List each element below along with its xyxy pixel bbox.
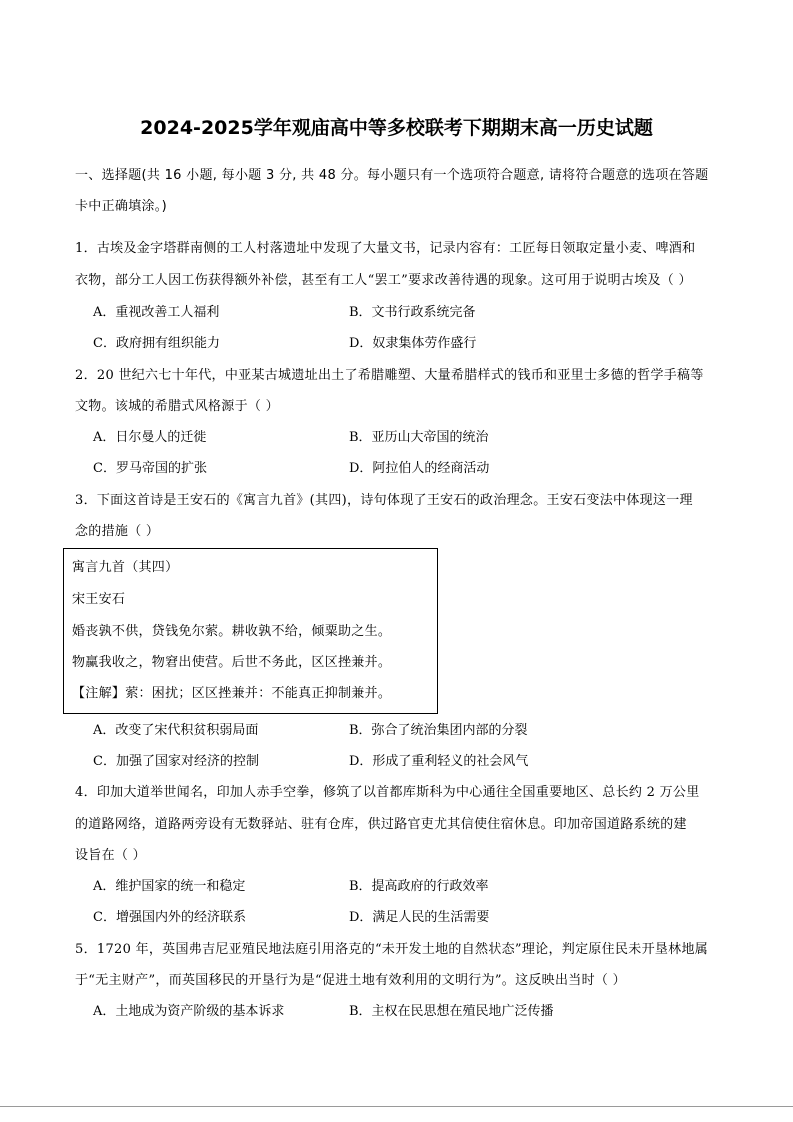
question-3-stem-line-2: 念的措施（ ）	[75, 524, 160, 539]
question-5-option-b: B．主权在民思想在殖民地广泛传播	[349, 1004, 554, 1019]
question-5-option-a: A．土地成为资产阶级的基本诉求	[93, 1004, 285, 1019]
question-1-option-d: D．奴隶集体劳作盛行	[349, 336, 477, 351]
poem-line-2: 物赢我收之，物窘出使营。后世不务此，区区挫兼并。	[72, 655, 392, 670]
question-1-stem-line-2: 衣物，部分工人因工伤获得额外补偿，甚至有工人“罢工”要求改善待遇的现象。这可用于说明古埃及（ ）	[75, 273, 692, 288]
question-3-option-c: C．加强了国家对经济的控制	[93, 754, 259, 769]
question-4-option-d: D．满足人民的生活需要	[349, 910, 490, 925]
poem-line-1: 婚丧孰不供，贷钱免尔萦。耕收孰不给，倾粟助之生。	[72, 624, 392, 639]
poem-title: 寓言九首（其四）	[72, 560, 179, 575]
poem-annotation: 【注解】萦：困扰；区区挫兼并：不能真正抑制兼并。	[72, 686, 392, 701]
question-5-stem-line-1: 5．1720 年，英国弗吉尼亚殖民地法庭引用洛克的“未开发土地的自然状态”理论，判定原住民未开垦林地属	[75, 942, 709, 957]
question-4-stem-line-1: 4．印加大道举世闻名，印加人赤手空拳，修筑了以首都库斯科为中心通往全国重要地区、总长约 2 万公里	[75, 785, 700, 800]
exam-title: 2024-2025学年观庙高中等多校联考下期期末高一历史试题	[140, 117, 653, 139]
question-2-stem-line-1: 2．20 世纪六七十年代，中亚某古城遗址出土了希腊雕塑、大量希腊样式的钱币和亚里士多德的哲学手稿等	[75, 368, 704, 383]
question-4-option-a: A．维护国家的统一和稳定	[93, 879, 246, 894]
question-1-option-b: B．文书行政系统完备	[349, 305, 476, 320]
question-2-option-d: D．阿拉伯人的经商活动	[349, 461, 490, 476]
question-5-stem-line-2: 于“无主财产”，而英国移民的开垦行为是“促进土地有效利用的文明行为”。这反映出当时（ ）	[75, 973, 626, 988]
question-2-option-b: B．亚历山大帝国的统治	[349, 430, 489, 445]
poem-author: 宋王安石	[72, 592, 126, 607]
question-4-option-c: C．增强国内外的经济联系	[93, 910, 246, 925]
question-3-option-d: D．形成了重利轻义的社会风气	[349, 754, 529, 769]
question-2-option-c: C．罗马帝国的扩张	[93, 461, 207, 476]
question-3-option-a: A．改变了宋代积贫积弱局面	[93, 723, 259, 738]
question-3-stem-line-1: 3．下面这首诗是王安石的《寓言九首》(其四)，诗句体现了王安石的政治理念。王安石变法中体现这一理	[75, 493, 693, 508]
section-instruction-line-2: 卡中正确填涂。)	[75, 199, 167, 214]
question-1-option-a: A．重视改善工人福利	[93, 305, 220, 320]
question-3-option-b: B．弥合了统治集团内部的分裂	[349, 723, 528, 738]
question-4-stem-line-3: 设旨在（ ）	[75, 848, 146, 863]
question-1-stem-line-1: 1．古埃及金字塔群南侧的工人村落遗址中发现了大量文书，记录内容有：工匠每日领取定量小麦、啤酒和	[75, 241, 696, 256]
question-2-option-a: A．日尔曼人的迁徙	[93, 430, 207, 445]
question-1-option-c: C．政府拥有组织能力	[93, 336, 220, 351]
question-4-stem-line-2: 的道路网络，道路两旁设有无数驿站、驻有仓库，供过路官吏尤其信使住宿休息。印加帝国道路系统的建	[75, 817, 687, 832]
question-2-stem-line-2: 文物。该城的希腊式风格源于（ ）	[75, 399, 279, 414]
question-4-option-b: B．提高政府的行政效率	[349, 879, 489, 894]
page-bottom-rule	[0, 1106, 793, 1107]
section-instruction-line-1: 一、选择题(共 16 小题, 每小题 3 分, 共 48 分。每小题只有一个选项符合题意, 请将符合题意的选项在答题	[75, 168, 709, 183]
